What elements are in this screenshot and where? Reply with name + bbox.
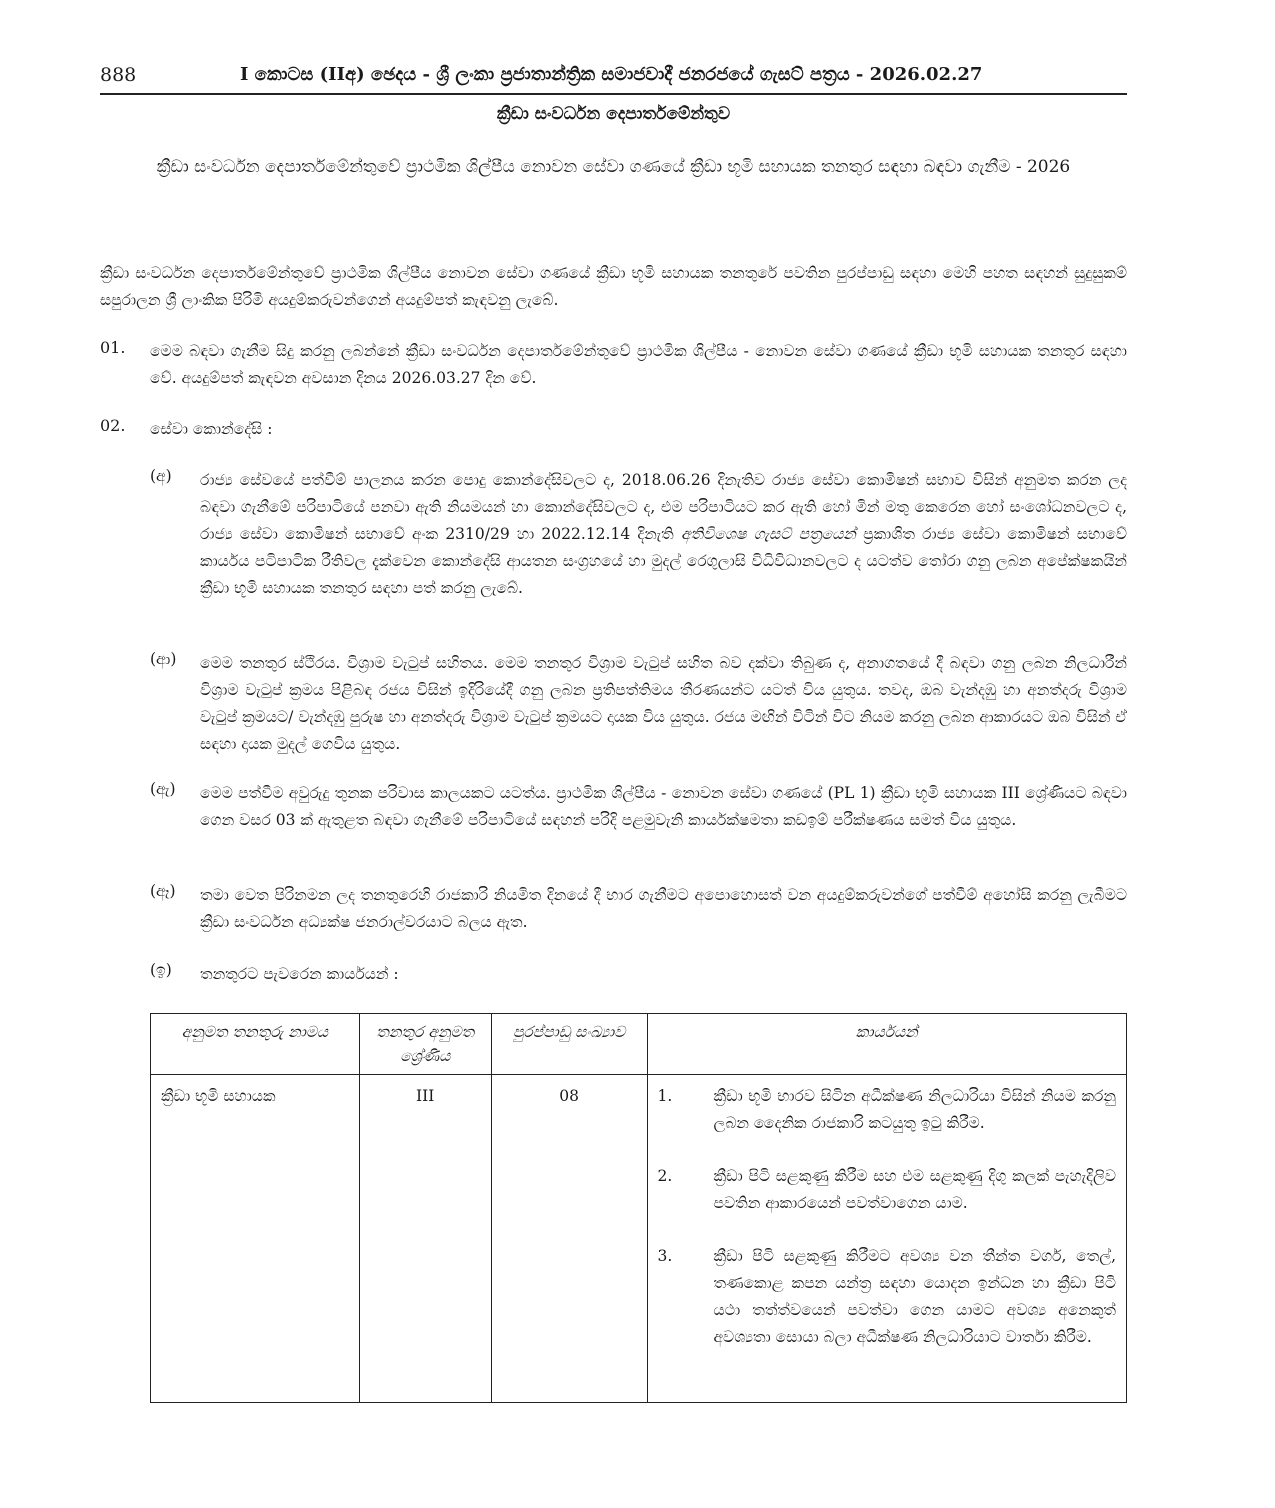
condition-a-text-part2: ප්‍රකාශිත රාජ්‍ය සේවා කොමිෂන් සභාවේ කාර්යය පටිපාටික රීතිවල දැක්වෙන කොන්දේසි ආයතන සංග්‍රහයේ හා මුදල් රෙගුලාසි විධිවිධානවලට ද යටත්ව තෝරා ගනු ලබන අපේක්ෂකයින් ක්‍රීඩා භූමි සහායක තනතුර සඳහා පත් කරනු ලැබේ. bbox=[200, 525, 1127, 597]
gazette-extraordinary-italic: අතිවිශෙෂ ගැසට් පත්‍රයෙන් bbox=[680, 525, 856, 543]
condition-label-ae2: (ඈ) bbox=[150, 882, 176, 900]
notice-title: ක්‍රීඩා සංවර්ධන දෙපාර්තමේන්තුවේ ප්‍රාථමික ශිල්පීය නොවන සේවා ගණයේ ක්‍රීඩා භූමි සහායක තනතුර සඳහා බඳවා ගැනීම - 2026 bbox=[156, 157, 1071, 177]
duty-text-2: ක්‍රීඩා පිටි සළකුණු කිරීම සහ එම සළකුණු දිගු කලක් පැහැදිලිව පවතින ආකාරයෙන් පවත්වාගෙන යාම. bbox=[713, 1167, 1116, 1212]
section-number-01: 01. bbox=[100, 338, 126, 357]
duty-item-2 bbox=[658, 1163, 1117, 1217]
duty-number-3: 3. bbox=[657, 1247, 673, 1265]
section-number-02: 02. bbox=[100, 416, 126, 435]
condition-i-text: තනතුරට පැවරෙන කාර්යයන් : bbox=[200, 965, 399, 983]
cell-post-name: ක්‍රීඩා භූමි සහායක bbox=[151, 1075, 360, 1403]
page-number: 888 bbox=[100, 64, 137, 86]
section-02-heading: සේවා කොන්දේසි : bbox=[150, 420, 273, 438]
header-rule bbox=[100, 93, 1127, 95]
duty-number-2: 2. bbox=[657, 1167, 673, 1185]
condition-label-a: (අ) bbox=[150, 467, 172, 485]
table-header-row bbox=[151, 1014, 1127, 1075]
header-vacancies: පුරප්පාඩු සංඛ්‍යාව bbox=[491, 1014, 647, 1075]
header-duties: කාර්යයන් bbox=[647, 1014, 1127, 1075]
condition-label-ae: (ඇ) bbox=[150, 780, 176, 798]
section-01-text: මෙම බඳවා ගැනීම සිදු කරනු ලබන්නේ ක්‍රීඩා සංවර්ධන දෙපාර්තමේන්තුවේ ප්‍රාථමික ශිල්පීය - නොවන සේවා ගණයේ ක්‍රීඩා භූමි සහායක තනතුර සඳහා වේ. අයදුම්පත් කැඳවන අවසාන දිනය 2026.03.27 දින වේ. bbox=[150, 342, 1127, 387]
duties-table bbox=[150, 1013, 1127, 1403]
condition-label-aa: (ආ) bbox=[150, 650, 177, 668]
condition-ae-text: මෙම පත්වීම අවුරුදු තුනක පරිවාස කාලයකට යටත්ය. ප්‍රාථමික ශිල්පීය - නොවන සේවා ගණයේ (PL 1) ක්‍රීඩා භූමි සහායක III ශ්‍රේණියට බඳවා ගෙන වසර 03 ක් ඇතුළත බඳවා ගැනීමේ පරිපාටියේ සඳහන් පරිදි පළමුවැනි කාර්යක්ෂමතා කඩඉම් පරීක්ෂණය සමත් විය යුතුය. bbox=[200, 784, 1127, 829]
condition-a-text bbox=[200, 467, 1127, 602]
duty-item-1 bbox=[658, 1083, 1117, 1137]
duty-item-3 bbox=[658, 1243, 1117, 1351]
duty-number-1: 1. bbox=[657, 1087, 673, 1105]
department-heading: ක්‍රීඩා සංවර්ධන දෙපාර්තමේන්තුව bbox=[496, 104, 731, 124]
intro-paragraph: ක්‍රීඩා සංවර්ධන දෙපාර්තමේන්තුවේ ප්‍රාථමික ශිල්පීය නොවන සේවා ගණයේ ක්‍රීඩා භූමි සහායක තනතුරේ පවතින පුරප්පාඩු සඳහා මෙහි පහත සඳහන් සුදුසුකම් සපුරාලන ශ්‍රී ලාංකික පිරිමි අයදුම්කරුවන්ගෙන් අයදුම්පත් කැඳවනු ලැබේ. bbox=[100, 264, 1127, 309]
duty-text-1: ක්‍රීඩා භූමි භාරව සිටින අධීක්ෂණ නිලධාරියා විසින් නියම කරනු ලබන දෛනික රාජකාරි කටයුතු ඉටු කිරීම. bbox=[713, 1087, 1116, 1132]
duty-text-3: ක්‍රීඩා පිටි සළකුණු කිරීමට අවශ්‍ය වන තීන්ත වර්ග, තෙල්, තණකොළ කපන යන්ත්‍ර සඳහා යොදන ඉන්ධන හා ක්‍රීඩා පිටි යථා තත්ත්වයෙන් පවත්වා ගෙන යාමට අවශ්‍ය අනෙකුත් අවශ්‍යතා සොයා බලා අධීක්ෂණ නිලධාරියාට වාර්තා කිරීම. bbox=[713, 1247, 1116, 1346]
cell-duties bbox=[647, 1075, 1127, 1403]
condition-label-i: (ඉ) bbox=[150, 961, 172, 979]
condition-a-text-part1: රාජ්‍ය සේවයේ පත්වීම් පාලනය කරන පොදු කොන්දේසිවලට ද, 2018.06.26 දිනැතිව රාජ්‍ය සේවා කොමිෂන් සභාව විසින් අනුමත කරන ලද බඳවා ගැනීමේ පරිපාටියේ පනවා ඇති නියමයන් හා කොන්දේසිවලට ද, එම පරිපාටියට කර ඇති හෝ මින් මතු කෙරෙන හෝ සංශෝධනවලට ද, රාජ්‍ය සේවා කොමිෂන් සභාවේ අංක 2310/29 හා 2022.12.14 දිනැති bbox=[200, 471, 1127, 543]
cell-grade: III bbox=[359, 1075, 491, 1403]
table-row bbox=[151, 1075, 1127, 1403]
running-title: I කොටස (IIඅ) ඡෙදය - ශ්‍රී ලංකා ප්‍රජාතාන්ත්‍රික සමාජවාදී ජනරජයේ ගැසට් පත්‍රය - 2026.02.27 bbox=[240, 64, 983, 85]
condition-ae2-text: තමා වෙත පිරිනමන ලද තනතුරෙහි රාජකාරි නියමිත දිනයේ දී භාර ගැනීමට අපොහොසත් වන අයදුම්කරුවන්ගේ පත්වීම් අහෝසි කරනු ලැබීමට ක්‍රීඩා සංවර්ධන අධ්‍යක්ෂ ජනරාල්වරයාට බලය ඇත. bbox=[200, 886, 1127, 931]
header-grade: තනතුර අනුමත ශ්‍රේණිය bbox=[359, 1014, 491, 1075]
header-post-name: අනුමත තනතුරු නාමය bbox=[151, 1014, 360, 1075]
condition-aa-text: මෙම තනතුර ස්ථිරය. විශ්‍රාම වැටුප් සහිතය. මෙම තනතුර විශ්‍රාම වැටුප් සහිත බව දක්වා තිබුණ ද, අනාගතයේ දී බඳවා ගනු ලබන නිලධාරීන් විශ්‍රාම වැටුප් ක්‍රමය පිළිබඳ රජය විසින් ඉදිරියේදී ගනු ලබන ප්‍රතිපත්තිමය තීරණයන්ට යටත් විය යුතුය. තවද, ඔබ වැන්දඹු හා අනත්දරු විශ්‍රාම වැටුප් ක්‍රමයට/ වැන්දඹු පුරුෂ හා අනත්දරු විශ්‍රාම වැටුප් ක්‍රමයට දායක විය යුතුය. රජය මඟින් විටින් විට නියම කරනු ලබන ආකාරයට ඔබ විසින් ඒ සඳහා දායක මුදල් ගෙවිය යුතුය. bbox=[200, 654, 1127, 753]
cell-vacancies: 08 bbox=[491, 1075, 647, 1403]
